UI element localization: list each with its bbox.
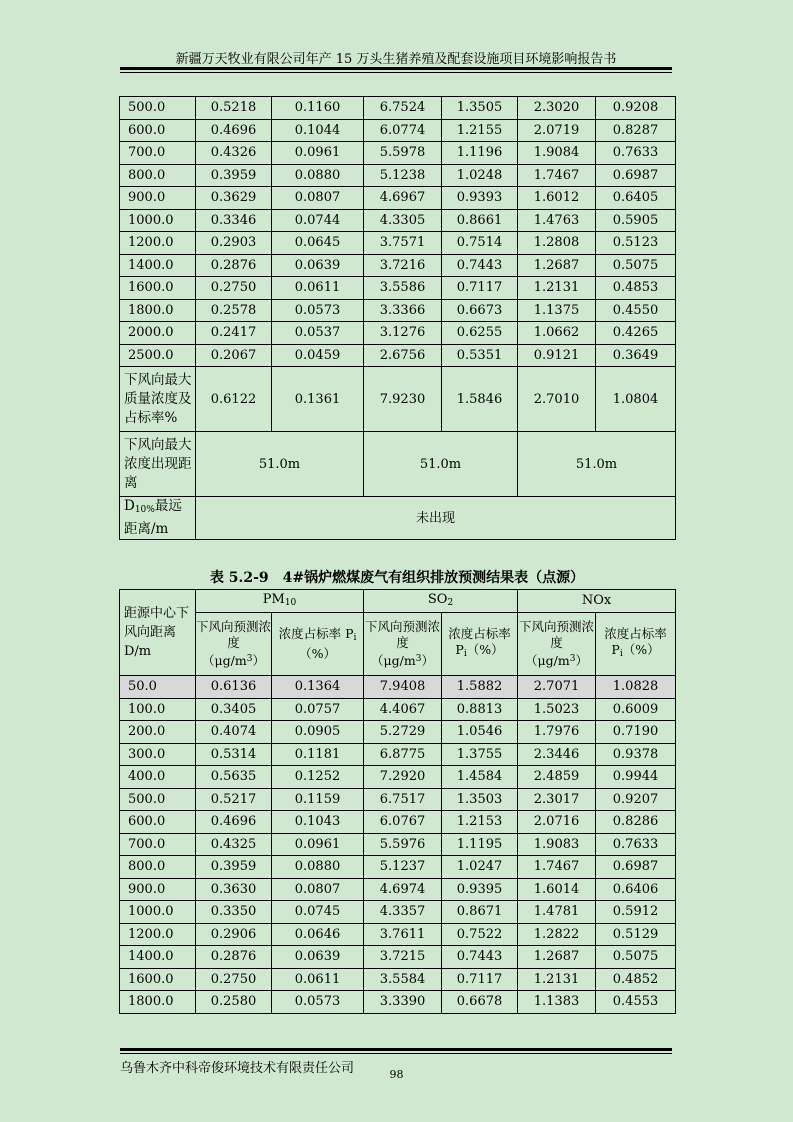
value-cell: 0.0745 xyxy=(272,901,364,924)
distance-cell: 600.0 xyxy=(120,119,196,142)
table-row xyxy=(120,878,676,901)
value-cell: 0.6136 xyxy=(196,676,272,699)
value-cell: 1.7467 xyxy=(518,856,596,879)
value-cell: 0.7633 xyxy=(596,833,676,856)
max-value-cell: 2.7010 xyxy=(518,367,596,432)
value-cell: 5.5978 xyxy=(364,142,442,165)
so2-conc-header: 下风向预测浓度 $(\mu g/m^3)$ xyxy=(364,613,442,676)
value-cell: 0.1181 xyxy=(272,743,364,766)
value-cell: 0.6678 xyxy=(442,991,518,1014)
table-row xyxy=(120,97,676,120)
value-cell: 1.4763 xyxy=(518,209,596,232)
distance-cell: 1400.0 xyxy=(120,254,196,277)
value-cell: 0.2876 xyxy=(196,946,272,969)
value-cell: 0.9393 xyxy=(442,187,518,210)
value-cell: 0.7117 xyxy=(442,968,518,991)
value-cell: 0.9944 xyxy=(596,766,676,789)
value-cell: 1.7467 xyxy=(518,164,596,187)
value-cell: 0.0611 xyxy=(272,277,364,300)
value-cell: 0.8671 xyxy=(442,901,518,924)
value-cell: 0.0639 xyxy=(272,254,364,277)
distance-cell: 1800.0 xyxy=(120,299,196,322)
distance-cell: 1000.0 xyxy=(120,901,196,924)
page-number: 98 xyxy=(389,1068,404,1081)
table-row xyxy=(120,164,676,187)
table-row xyxy=(120,299,676,322)
value-cell: 2.0716 xyxy=(518,811,596,834)
value-cell: 0.5129 xyxy=(596,923,676,946)
value-cell: 0.5217 xyxy=(196,788,272,811)
distance-cell: 1200.0 xyxy=(120,232,196,255)
value-cell: 0.8661 xyxy=(442,209,518,232)
value-cell: 0.2578 xyxy=(196,299,272,322)
value-cell: 0.5905 xyxy=(596,209,676,232)
table-row xyxy=(120,232,676,255)
value-cell: 0.6255 xyxy=(442,322,518,345)
value-cell: 6.7524 xyxy=(364,97,442,120)
table-row xyxy=(120,946,676,969)
table-row xyxy=(120,743,676,766)
value-cell: 0.2750 xyxy=(196,968,272,991)
distance-cell: 100.0 xyxy=(120,698,196,721)
continued-results-summary xyxy=(120,367,676,540)
value-cell: 0.6405 xyxy=(596,187,676,210)
value-cell: 0.2067 xyxy=(196,344,272,367)
value-cell: 0.0537 xyxy=(272,322,364,345)
max-distance-label: 下风向最大浓度出现距离 xyxy=(120,432,196,497)
value-cell: 0.9207 xyxy=(596,788,676,811)
value-cell: 0.4696 xyxy=(196,811,272,834)
distance-cell: 700.0 xyxy=(120,142,196,165)
table-row xyxy=(120,901,676,924)
value-cell: 6.0767 xyxy=(364,811,442,834)
pm10-header: $PM_{10}$ xyxy=(196,590,364,613)
value-cell: 0.3405 xyxy=(196,698,272,721)
value-cell: 0.0880 xyxy=(272,164,364,187)
value-cell: 0.0961 xyxy=(272,833,364,856)
pm10-rate-header: 浓度占标率 $P_i$ （%） xyxy=(272,613,364,676)
value-cell: 0.8287 xyxy=(596,119,676,142)
value-cell: 0.5123 xyxy=(596,232,676,255)
value-cell: 6.0774 xyxy=(364,119,442,142)
value-cell: 1.2687 xyxy=(518,254,596,277)
distance-cell: 1800.0 xyxy=(120,991,196,1014)
header-rule-thin xyxy=(120,72,672,73)
value-cell: 0.4553 xyxy=(596,991,676,1014)
max-distance-cell: 51.0m xyxy=(364,432,518,497)
boiler4-table-body xyxy=(120,676,676,1014)
table-row xyxy=(120,968,676,991)
d10-label: $D_{10\%}$最远距离/m xyxy=(120,497,196,540)
table-row xyxy=(120,788,676,811)
value-cell: 0.0807 xyxy=(272,187,364,210)
value-cell: 0.2580 xyxy=(196,991,272,1014)
value-cell: 0.1043 xyxy=(272,811,364,834)
value-cell: 0.9395 xyxy=(442,878,518,901)
value-cell: 1.6014 xyxy=(518,878,596,901)
value-cell: 0.9121 xyxy=(518,344,596,367)
value-cell: 1.3505 xyxy=(442,97,518,120)
value-cell: 1.6012 xyxy=(518,187,596,210)
value-cell: 0.3629 xyxy=(196,187,272,210)
value-cell: 0.4325 xyxy=(196,833,272,856)
value-cell: 0.7633 xyxy=(596,142,676,165)
value-cell: 1.0546 xyxy=(442,721,518,744)
value-cell: 5.1237 xyxy=(364,856,442,879)
value-cell: 1.1383 xyxy=(518,991,596,1014)
footer-company: 乌鲁木齐中科帝俊环境技术有限责任公司 xyxy=(120,1061,355,1076)
value-cell: 3.1276 xyxy=(364,322,442,345)
value-cell: 4.3305 xyxy=(364,209,442,232)
max-value-cell: 1.5846 xyxy=(442,367,518,432)
value-cell: 3.3390 xyxy=(364,991,442,1014)
table-row xyxy=(120,766,676,789)
value-cell: 0.2750 xyxy=(196,277,272,300)
distance-cell: 2000.0 xyxy=(120,322,196,345)
value-cell: 4.4067 xyxy=(364,698,442,721)
value-cell: 2.4859 xyxy=(518,766,596,789)
value-cell: 0.9208 xyxy=(596,97,676,120)
value-cell: 0.1044 xyxy=(272,119,364,142)
value-cell: 0.3959 xyxy=(196,164,272,187)
value-cell: 0.6009 xyxy=(596,698,676,721)
value-cell: 2.6756 xyxy=(364,344,442,367)
value-cell: 1.2131 xyxy=(518,968,596,991)
continued-results-table xyxy=(119,96,676,540)
value-cell: 1.9083 xyxy=(518,833,596,856)
value-cell: 0.0905 xyxy=(272,721,364,744)
value-cell: 0.5314 xyxy=(196,743,272,766)
value-cell: 0.1160 xyxy=(272,97,364,120)
value-cell: 1.4781 xyxy=(518,901,596,924)
header-rule-thick xyxy=(120,67,672,70)
max-distance-cell: 51.0m xyxy=(518,432,676,497)
value-cell: 0.2417 xyxy=(196,322,272,345)
value-cell: 0.3350 xyxy=(196,901,272,924)
distance-cell: 400.0 xyxy=(120,766,196,789)
value-cell: 0.2906 xyxy=(196,923,272,946)
max-value-cell: 0.6122 xyxy=(196,367,272,432)
value-cell: 0.3959 xyxy=(196,856,272,879)
value-cell: 2.3446 xyxy=(518,743,596,766)
nox-header: NOx xyxy=(518,590,676,613)
value-cell: 4.6967 xyxy=(364,187,442,210)
value-cell: 3.5584 xyxy=(364,968,442,991)
boiler4-table-header xyxy=(120,590,676,676)
value-cell: 1.2687 xyxy=(518,946,596,969)
value-cell: 0.0573 xyxy=(272,299,364,322)
value-cell: 0.0744 xyxy=(272,209,364,232)
value-cell: 0.9378 xyxy=(596,743,676,766)
value-cell: 1.5023 xyxy=(518,698,596,721)
distance-cell: 700.0 xyxy=(120,833,196,856)
value-cell: 3.3366 xyxy=(364,299,442,322)
value-cell: 0.1159 xyxy=(272,788,364,811)
distance-cell: 800.0 xyxy=(120,164,196,187)
value-cell: 0.3346 xyxy=(196,209,272,232)
value-cell: 5.2729 xyxy=(364,721,442,744)
value-cell: 5.1238 xyxy=(364,164,442,187)
max-concentration-row xyxy=(120,367,676,432)
value-cell: 0.0645 xyxy=(272,232,364,255)
max-distance-cell: 51.0m xyxy=(196,432,364,497)
value-cell: 0.2876 xyxy=(196,254,272,277)
value-cell: 0.8286 xyxy=(596,811,676,834)
value-cell: 0.1252 xyxy=(272,766,364,789)
value-cell: 0.0757 xyxy=(272,698,364,721)
nox-conc-header: 下风向预测浓度 $(\mu g/m^3)$ xyxy=(518,613,596,676)
value-cell: 3.7215 xyxy=(364,946,442,969)
value-cell: 0.0611 xyxy=(272,968,364,991)
distance-cell: 900.0 xyxy=(120,187,196,210)
value-cell: 0.2903 xyxy=(196,232,272,255)
value-cell: 4.3357 xyxy=(364,901,442,924)
value-cell: 1.1375 xyxy=(518,299,596,322)
value-cell: 0.4853 xyxy=(596,277,676,300)
value-cell: 5.5976 xyxy=(364,833,442,856)
value-cell: 3.7571 xyxy=(364,232,442,255)
continued-results-table-body xyxy=(120,97,676,367)
value-cell: 0.0639 xyxy=(272,946,364,969)
distance-cell: 800.0 xyxy=(120,856,196,879)
value-cell: 1.4584 xyxy=(442,766,518,789)
max-value-cell: 0.1361 xyxy=(272,367,364,432)
value-cell: 0.8813 xyxy=(442,698,518,721)
distance-cell: 50.0 xyxy=(120,676,196,699)
value-cell: 3.5586 xyxy=(364,277,442,300)
value-cell: 0.4852 xyxy=(596,968,676,991)
value-cell: 0.7522 xyxy=(442,923,518,946)
value-cell: 1.9084 xyxy=(518,142,596,165)
value-cell: 0.3649 xyxy=(596,344,676,367)
table-row xyxy=(120,277,676,300)
max-value-cell: 1.0804 xyxy=(596,367,676,432)
distance-cell: 500.0 xyxy=(120,788,196,811)
distance-cell: 1000.0 xyxy=(120,209,196,232)
value-cell: 6.7517 xyxy=(364,788,442,811)
value-cell: 2.3020 xyxy=(518,97,596,120)
table-caption: 表 5.2-9 4#锅炉燃煤废气有组织排放预测结果表（点源） xyxy=(209,570,585,586)
value-cell: 0.0573 xyxy=(272,991,364,1014)
distance-cell: 500.0 xyxy=(120,97,196,120)
table-row xyxy=(120,923,676,946)
value-cell: 1.2155 xyxy=(442,119,518,142)
value-cell: 1.7976 xyxy=(518,721,596,744)
value-cell: 0.6673 xyxy=(442,299,518,322)
value-cell: 1.1195 xyxy=(442,833,518,856)
value-cell: 0.5351 xyxy=(442,344,518,367)
table-row xyxy=(120,344,676,367)
boiler4-results-table xyxy=(119,589,676,1014)
footer-rule-thin xyxy=(120,1053,672,1054)
value-cell: 0.5218 xyxy=(196,97,272,120)
distance-cell: 1200.0 xyxy=(120,923,196,946)
value-cell: 0.6406 xyxy=(596,878,676,901)
distance-cell: 1600.0 xyxy=(120,277,196,300)
value-cell: 3.7611 xyxy=(364,923,442,946)
nox-rate-header: 浓度占标率 $P_i(\%)$ xyxy=(596,613,676,676)
table-row xyxy=(120,322,676,345)
value-cell: 0.6987 xyxy=(596,164,676,187)
max-value-cell: 7.9230 xyxy=(364,367,442,432)
value-cell: 1.1196 xyxy=(442,142,518,165)
value-cell: 7.9408 xyxy=(364,676,442,699)
value-cell: 0.1364 xyxy=(272,676,364,699)
pm10-conc-header: 下风向预测浓度 $(\mu g/m^3)$ xyxy=(196,613,272,676)
value-cell: 0.0459 xyxy=(272,344,364,367)
footer-rule-thick xyxy=(120,1048,672,1051)
table-row xyxy=(120,833,676,856)
table-row xyxy=(120,698,676,721)
value-cell: 0.5075 xyxy=(596,254,676,277)
d10-value: 未出现 xyxy=(196,497,676,540)
d10-row xyxy=(120,497,676,540)
distance-cell: 200.0 xyxy=(120,721,196,744)
distance-cell: 900.0 xyxy=(120,878,196,901)
value-cell: 0.0807 xyxy=(272,878,364,901)
value-cell: 6.8775 xyxy=(364,743,442,766)
table-row xyxy=(120,991,676,1014)
table-row xyxy=(120,187,676,210)
value-cell: 0.0880 xyxy=(272,856,364,879)
value-cell: 1.2153 xyxy=(442,811,518,834)
value-cell: 1.2131 xyxy=(518,277,596,300)
so2-rate-header: 浓度占标率 $P_i(\%)$ xyxy=(442,613,518,676)
value-cell: 0.7514 xyxy=(442,232,518,255)
value-cell: 1.0247 xyxy=(442,856,518,879)
distance-header: 距源中心下风向距离D/m xyxy=(120,590,196,676)
distance-cell: 1400.0 xyxy=(120,946,196,969)
value-cell: 4.6974 xyxy=(364,878,442,901)
value-cell: 0.5912 xyxy=(596,901,676,924)
value-cell: 0.3630 xyxy=(196,878,272,901)
table-row xyxy=(120,721,676,744)
max-concentration-label: 下风向最大质量浓度及占标率% xyxy=(120,367,196,432)
value-cell: 0.7190 xyxy=(596,721,676,744)
value-cell: 1.5882 xyxy=(442,676,518,699)
value-cell: 0.5635 xyxy=(196,766,272,789)
value-cell: 1.0248 xyxy=(442,164,518,187)
distance-cell: 300.0 xyxy=(120,743,196,766)
value-cell: 1.2822 xyxy=(518,923,596,946)
value-cell: 0.6987 xyxy=(596,856,676,879)
max-distance-row xyxy=(120,432,676,497)
value-cell: 1.3503 xyxy=(442,788,518,811)
report-header-title: 新疆万天牧业有限公司年产 15 万头生猪养殖及配套设施项目环境影响报告书 xyxy=(175,52,617,67)
value-cell: 0.7117 xyxy=(442,277,518,300)
value-cell: 2.3017 xyxy=(518,788,596,811)
distance-cell: 2500.0 xyxy=(120,344,196,367)
value-cell: 0.4265 xyxy=(596,322,676,345)
distance-cell: 1600.0 xyxy=(120,968,196,991)
value-cell: 0.4550 xyxy=(596,299,676,322)
table-row xyxy=(120,676,676,699)
value-cell: 0.5075 xyxy=(596,946,676,969)
value-cell: 1.2808 xyxy=(518,232,596,255)
value-cell: 1.0662 xyxy=(518,322,596,345)
value-cell: 1.0828 xyxy=(596,676,676,699)
value-cell: 2.0719 xyxy=(518,119,596,142)
value-cell: 0.0646 xyxy=(272,923,364,946)
table-row xyxy=(120,254,676,277)
value-cell: 3.7216 xyxy=(364,254,442,277)
value-cell: 7.2920 xyxy=(364,766,442,789)
value-cell: 0.4326 xyxy=(196,142,272,165)
distance-cell: 600.0 xyxy=(120,811,196,834)
value-cell: 0.4696 xyxy=(196,119,272,142)
value-cell: 2.7071 xyxy=(518,676,596,699)
so2-header: $SO_2$ xyxy=(364,590,518,613)
table-row xyxy=(120,209,676,232)
table-row xyxy=(120,811,676,834)
value-cell: 0.4074 xyxy=(196,721,272,744)
value-cell: 0.0961 xyxy=(272,142,364,165)
value-cell: 0.7443 xyxy=(442,254,518,277)
table-row xyxy=(120,142,676,165)
table-row xyxy=(120,119,676,142)
value-cell: 0.7443 xyxy=(442,946,518,969)
table-row xyxy=(120,856,676,879)
value-cell: 1.3755 xyxy=(442,743,518,766)
